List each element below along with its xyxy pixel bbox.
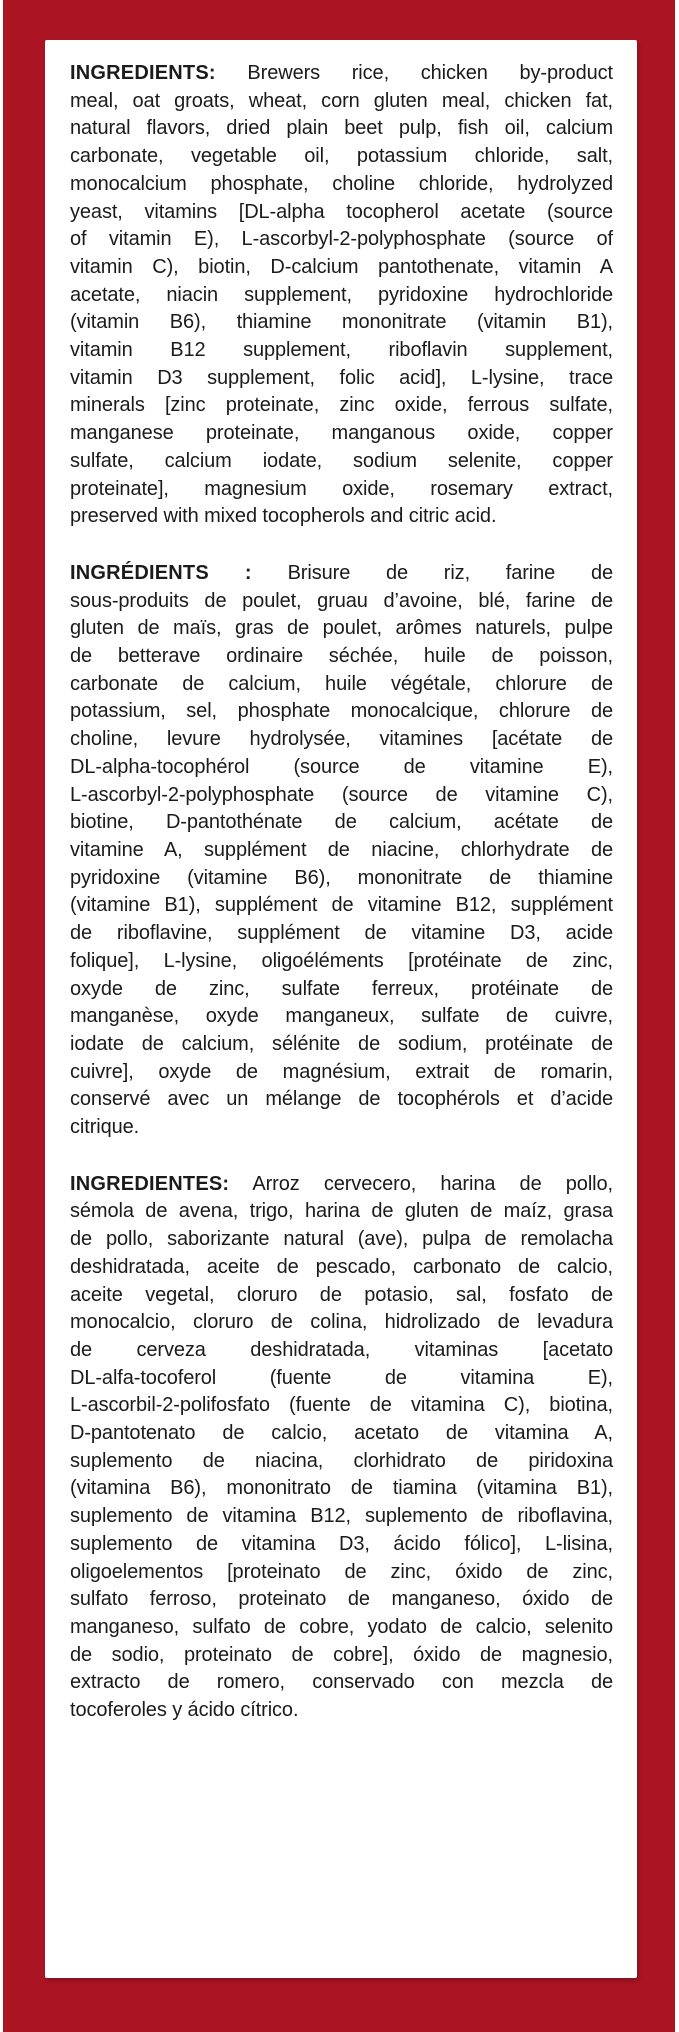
ingredient-line: sémola de avena, trigo, harina de gluten de maíz, grasa [70,1200,613,1223]
ingredient-line: suplemento de niacina, clorhidrato de piridoxina [70,1449,613,1472]
ingredient-line: carbonate de calcium, huile végétale, chlorure de [70,672,613,695]
ingredient-line: meal, oat groats, wheat, corn gluten meal, chicken fat, [70,89,613,112]
ingredient-line: deshidratada, aceite de pescado, carbonato de calcio, [70,1255,613,1278]
ingredient-line: yeast, vitamins [DL-alpha tocopherol acetate (source [70,200,613,223]
ingredient-line: de sodio, proteinato de cobre], óxido de magnesio, [70,1643,613,1666]
ingredient-line: manganese proteinate, manganous oxide, copper [70,422,613,445]
ingredient-line: gluten de maïs, gras de poulet, arômes naturels, pulpe [70,617,613,640]
ingredient-line: (vitamin B6), thiamine mononitrate (vitamin B1), [70,311,613,334]
ingredient-line: manganèse, oxyde manganeux, sulfate de cuivre, [70,1005,613,1028]
ingredients-section-english [70,60,613,531]
ingredient-line: biotine, D-pantothénate de calcium, acétate de [70,811,613,834]
ingredient-line: conservé avec un mélange de tocophérols et d’acide [70,1088,613,1111]
ingredient-line: minerals [zinc proteinate, zinc oxide, ferrous sulfate, [70,394,613,417]
ingredient-line [70,60,613,88]
ingredient-line: citrique. [70,1116,140,1139]
ingredient-line: vitamin D3 supplement, folic acid], L-lysine, trace [70,366,613,389]
ingredient-line: D-pantotenato de calcio, acetato de vitamina A, [70,1422,613,1445]
ingredients-section-spanish [70,1171,613,1725]
ingredient-line: DL-alfa-tocoferol (fuente de vitamina E), [70,1366,613,1389]
ingredient-line: L-ascorbyl-2-polyphosphate (source de vitamine C), [70,783,613,806]
ingredient-line: DL-alpha-tocophérol (source de vitamine E), [70,755,613,778]
ingredient-line: manganeso, sulfato de cobre, yodato de calcio, selenito [70,1615,613,1638]
ingredient-line: monocalcium phosphate, choline chloride, hydrolyzed [70,172,613,195]
ingredient-line: (vitamine B1), supplément de vitamine B12, supplément [70,894,613,917]
ingredient-line: de betterave ordinaire séchée, huile de poisson, [70,645,613,668]
ingredient-line-text: Brewers rice, chicken by-product [247,62,613,84]
ingredient-line: sous-produits de poulet, gruau d’avoine, blé, farine de [70,589,613,612]
ingredient-line: oligoelementos [proteinato de zinc, óxido de zinc, [70,1560,613,1583]
ingredient-line: de riboflavine, supplément de vitamine D3, acide [70,922,613,945]
ingredient-line: acetate, niacin supplement, pyridoxine hydrochloride [70,283,613,306]
ingredient-line: vitamin C), biotin, D-calcium pantothenate, vitamin A [70,255,613,278]
ingredient-line: proteinate], magnesium oxide, rosemary extract, [70,477,613,500]
ingredient-line: of vitamin E), L-ascorbyl-2-polyphosphate (source of [70,228,613,251]
ingredients-section-french [70,560,613,1142]
section-header: INGRÉDIENTS : [70,561,252,584]
ingredient-line: preserved with mixed tocopherols and citric acid. [70,505,497,528]
ingredient-line: monocalcio, cloruro de colina, hidrolizado de levadura [70,1311,613,1334]
ingredients-panel [45,40,637,1978]
ingredient-line: vitamine A, supplément de niacine, chlorhydrate de [70,838,613,861]
section-header: INGREDIENTES: [70,1172,230,1195]
ingredient-line: carbonate, vegetable oil, potassium chloride, salt, [70,145,613,168]
ingredient-line-text: Brisure de riz, farine de [287,561,613,584]
ingredient-line: natural flavors, dried plain beet pulp, fish oil, calcium [70,117,613,140]
ingredient-line: potassium, sel, phosphate monocalcique, chlorure de [70,700,613,723]
ingredient-line: aceite vegetal, cloruro de potasio, sal, fosfato de [70,1283,613,1306]
ingredient-line: cuivre], oxyde de magnésium, extrait de romarin, [70,1060,613,1083]
ingredient-line: L-ascorbil-2-polifosfato (fuente de vitamina C), biotina, [70,1394,613,1417]
ingredients-panel-content [45,40,637,1725]
ingredient-line: de pollo, saborizante natural (ave), pulpa de remolacha [70,1228,613,1251]
ingredient-line: (vitamina B6), mononitrato de tiamina (vitamina B1), [70,1477,613,1500]
ingredient-line: tocoferoles y ácido cítrico. [70,1699,299,1722]
ingredient-line: pyridoxine (vitamine B6), mononitrate de thiamine [70,866,613,889]
ingredient-line: choline, levure hydrolysée, vitamines [acétate de [70,728,613,751]
ingredient-line: vitamin B12 supplement, riboflavin supplement, [70,339,613,362]
section-header: INGREDIENTS: [70,62,216,84]
ingredient-line [70,1171,613,1199]
ingredient-line: suplemento de vitamina D3, ácido fólico], L-lisina, [70,1532,613,1555]
ingredient-line: oxyde de zinc, sulfate ferreux, protéinate de [70,977,613,1000]
ingredient-line: extracto de romero, conservado con mezcla de [70,1671,613,1694]
ingredient-line: folique], L-lysine, oligoéléments [protéinate de zinc, [70,949,613,972]
ingredient-line [70,560,613,588]
ingredient-line: sulfato ferroso, proteinato de manganeso, óxido de [70,1588,613,1611]
ingredient-line: sulfate, calcium iodate, sodium selenite, copper [70,449,613,472]
ingredient-line-text: Arroz cervecero, harina de pollo, [252,1172,613,1195]
ingredient-line: iodate de calcium, sélénite de sodium, protéinate de [70,1032,613,1055]
ingredient-line: suplemento de vitamina B12, suplemento de riboflavina, [70,1505,613,1528]
ingredient-line: de cerveza deshidratada, vitaminas [acetato [70,1338,613,1361]
